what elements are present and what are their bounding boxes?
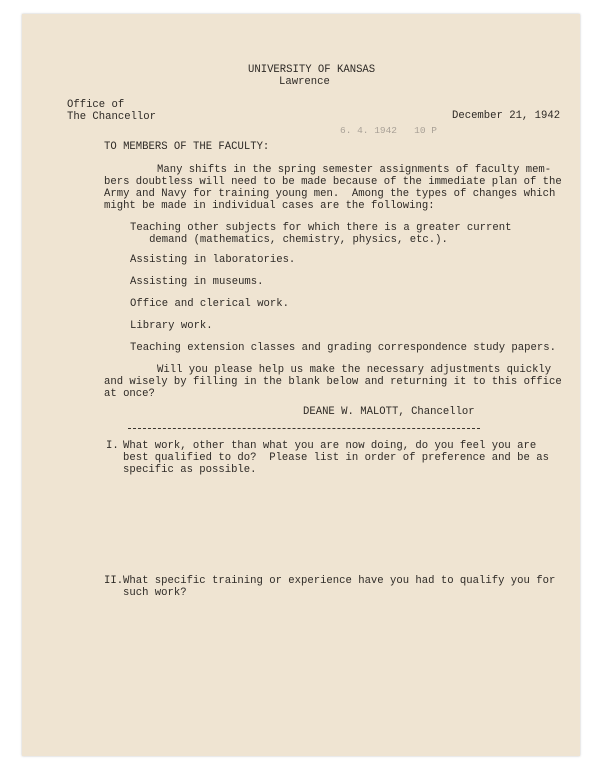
- office-line-2: The Chancellor: [67, 111, 157, 123]
- question-2-line-1: What specific training or experience have you had to qualify you for: [123, 575, 556, 587]
- university-name: UNIVERSITY OF KANSAS: [248, 64, 376, 76]
- list-item-clerical: Office and clerical work.: [130, 298, 289, 310]
- list-item-teaching-line-2: demand (mathematics, chemistry, physics, etc.).: [130, 234, 448, 246]
- intro-line-3: Army and Navy for training young men. Among the types of changes which: [104, 188, 556, 200]
- question-2-number: II.: [104, 575, 124, 587]
- university-city: Lawrence: [279, 76, 330, 88]
- closing-line-2: and wisely by filling in the blank below and returning it to this office: [104, 376, 562, 388]
- list-item-teaching-line-1: Teaching other subjects for which there is a greater current: [130, 222, 512, 234]
- received-stamp: 6. 4. 1942 10 P: [340, 125, 437, 136]
- divider-line: [128, 428, 480, 429]
- intro-line-4: might be made in individual cases are the following:: [104, 200, 435, 212]
- question-1-line-1: What work, other than what you are now doing, do you feel you are: [123, 440, 537, 452]
- intro-line-1: Many shifts in the spring semester assignments of faculty mem-: [157, 164, 552, 176]
- signature: DEANE W. MALOTT, Chancellor: [303, 406, 475, 418]
- list-item-library: Library work.: [130, 320, 213, 332]
- list-item-laboratories: Assisting in laboratories.: [130, 254, 296, 266]
- closing-line-3: at once?: [104, 388, 155, 400]
- question-1-line-2: best qualified to do? Please list in order of preference and be as: [123, 452, 549, 464]
- salutation: TO MEMBERS OF THE FACULTY:: [104, 141, 270, 153]
- letter-date: December 21, 1942: [452, 110, 561, 122]
- list-item-museums: Assisting in museums.: [130, 276, 264, 288]
- question-2-line-2: such work?: [123, 587, 187, 599]
- question-1-number: I.: [106, 440, 119, 452]
- office-line-1: Office of: [67, 99, 125, 111]
- question-1-line-3: specific as possible.: [123, 464, 257, 476]
- closing-line-1: Will you please help us make the necessary adjustments quickly: [157, 364, 552, 376]
- list-item-extension: Teaching extension classes and grading correspondence study papers.: [130, 342, 556, 354]
- intro-line-2: bers doubtless will need to be made because of the immediate plan of the: [104, 176, 562, 188]
